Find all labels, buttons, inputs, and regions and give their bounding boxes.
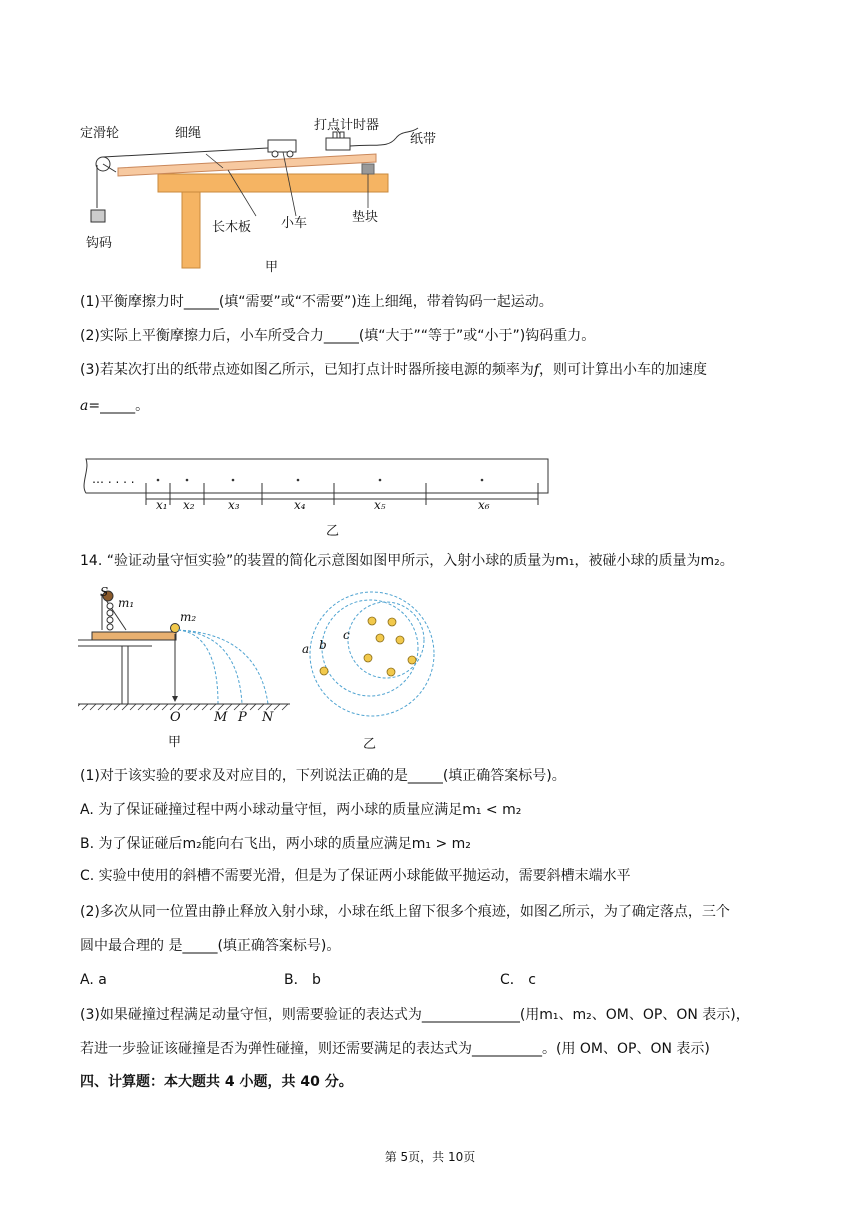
- q14-line3b: 若进一步验证该碰撞是否为弹性碰撞，则还需要满足的表达式为__________。(用 OM、OP、ON 表示): [80, 1041, 710, 1057]
- label-weight: 钩码: [86, 236, 113, 251]
- label-tape: 纸带: [410, 132, 437, 147]
- q14-line2a: (2)多次从同一位置由静止释放入射小球，小球在纸上留下很多个痕迹，如图乙所示，为了确定落点，三个: [80, 904, 730, 920]
- q13-line1: (1)平衡摩擦力时_____(填“需要”或“不需要”)连上细绳，带着钩码一起运动。: [80, 294, 553, 310]
- label-cart: 小车: [281, 216, 308, 231]
- tape-x5: x₅: [374, 498, 386, 512]
- q13-accel-symbol: a: [80, 398, 89, 414]
- label-m2: m₂: [180, 610, 197, 624]
- track-board: [92, 632, 176, 640]
- tape-outline: [84, 459, 548, 493]
- q14-intro: 14. “验证动量守恒实验”的装置的简化示意图如图甲所示，入射小球的质量为m₁，被碰小球的质量为m₂。: [80, 553, 734, 569]
- fig-incline-apparatus: [78, 108, 458, 278]
- q14-choice-a: A. a: [80, 972, 107, 988]
- q13-line4: [80, 396, 149, 416]
- fig-landing-circles: [300, 588, 450, 728]
- table-top: [158, 174, 388, 192]
- ball-m2: [171, 624, 180, 633]
- label-P: P: [238, 710, 247, 725]
- section-4-heading: 四、计算题：本大题共 4 小题，共 40 分。: [80, 1074, 353, 1090]
- label-m1: m₁: [118, 596, 135, 610]
- circle-c: [348, 602, 424, 678]
- q14-choice-c: C． c: [500, 972, 536, 988]
- label-M: M: [214, 710, 228, 725]
- label-b: b: [319, 638, 327, 652]
- circle-a: [310, 592, 434, 716]
- tape-x3: x₃: [228, 498, 240, 512]
- q14-option-a: A. 为了保证碰撞过程中两小球动量守恒，两小球的质量应满足m₁ < m₂: [80, 802, 522, 818]
- q14-line1: (1)对于该实验的要求及对应目的，下列说法正确的是_____(填正确答案标号)。: [80, 768, 566, 784]
- label-N: N: [262, 710, 274, 725]
- q13-line3: [80, 360, 707, 380]
- q14-choice-b: B． b: [284, 972, 321, 988]
- tape-x6: x₆: [478, 498, 490, 512]
- tape-dots: … . . . .: [92, 472, 135, 486]
- figure-caption-jia-collision: 甲: [168, 735, 182, 750]
- figure-caption-jia-top: 甲: [265, 260, 279, 275]
- label-S: S: [100, 585, 109, 599]
- tape-x1: x₁: [156, 498, 168, 512]
- label-board: 长木板: [212, 220, 252, 235]
- fig-collision-apparatus: [78, 588, 293, 713]
- q13-line2: (2)实际上平衡摩擦力后，小车所受合力_____(填“大于”“等于”或“小于”)钩码重力。: [80, 328, 596, 344]
- label-rope: 细绳: [175, 126, 202, 141]
- hook-weight: [91, 210, 105, 222]
- q13-freq-symbol: f: [533, 362, 540, 378]
- q14-option-b: B. 为了保证碰后m₂能向右飞出，两小球的质量应满足m₁ > m₂: [80, 836, 471, 852]
- q13-line3-a: (3)若某次打出的纸带点迹如图乙所示，已知打点计时器所接电源的频率为: [80, 362, 534, 378]
- page-footer: 第 5页，共 10页: [384, 1150, 476, 1164]
- q13-line3-b: ，则可计算出小车的加速度: [539, 362, 708, 378]
- label-pulley: 定滑轮: [80, 126, 120, 141]
- q14-line3a: (3)如果碰撞过程满足动量守恒，则需要验证的表达式为______________(用m₁、m₂、OM、OP、ON 表示)，: [80, 1007, 750, 1023]
- circle-b: [322, 600, 418, 696]
- rope-line: [103, 148, 268, 157]
- label-O: O: [170, 710, 181, 725]
- tape-x4: x₄: [294, 498, 306, 512]
- long-board: [118, 154, 376, 176]
- q14-line2b: 圆中最合理的 是_____(填正确答案标号)。: [80, 938, 341, 954]
- cart: [268, 140, 296, 152]
- figure-caption-yi-tape: 乙: [326, 524, 340, 539]
- spacer-block: [362, 164, 374, 174]
- tape-x2: x₂: [183, 498, 195, 512]
- label-timer: 打点计时器: [314, 118, 380, 133]
- label-block: 垫块: [352, 210, 379, 225]
- q13-line4-b: =_____。: [88, 398, 150, 414]
- label-a: a: [302, 642, 310, 656]
- q14-option-c: C. 实验中使用的斜槽不需要光滑，但是为了保证两小球能做平抛运动，需要斜槽末端水平: [80, 868, 631, 884]
- table-leg: [182, 192, 200, 268]
- label-c: c: [343, 628, 350, 642]
- timer: [326, 138, 350, 150]
- figure-caption-yi-circles: 乙: [363, 737, 377, 752]
